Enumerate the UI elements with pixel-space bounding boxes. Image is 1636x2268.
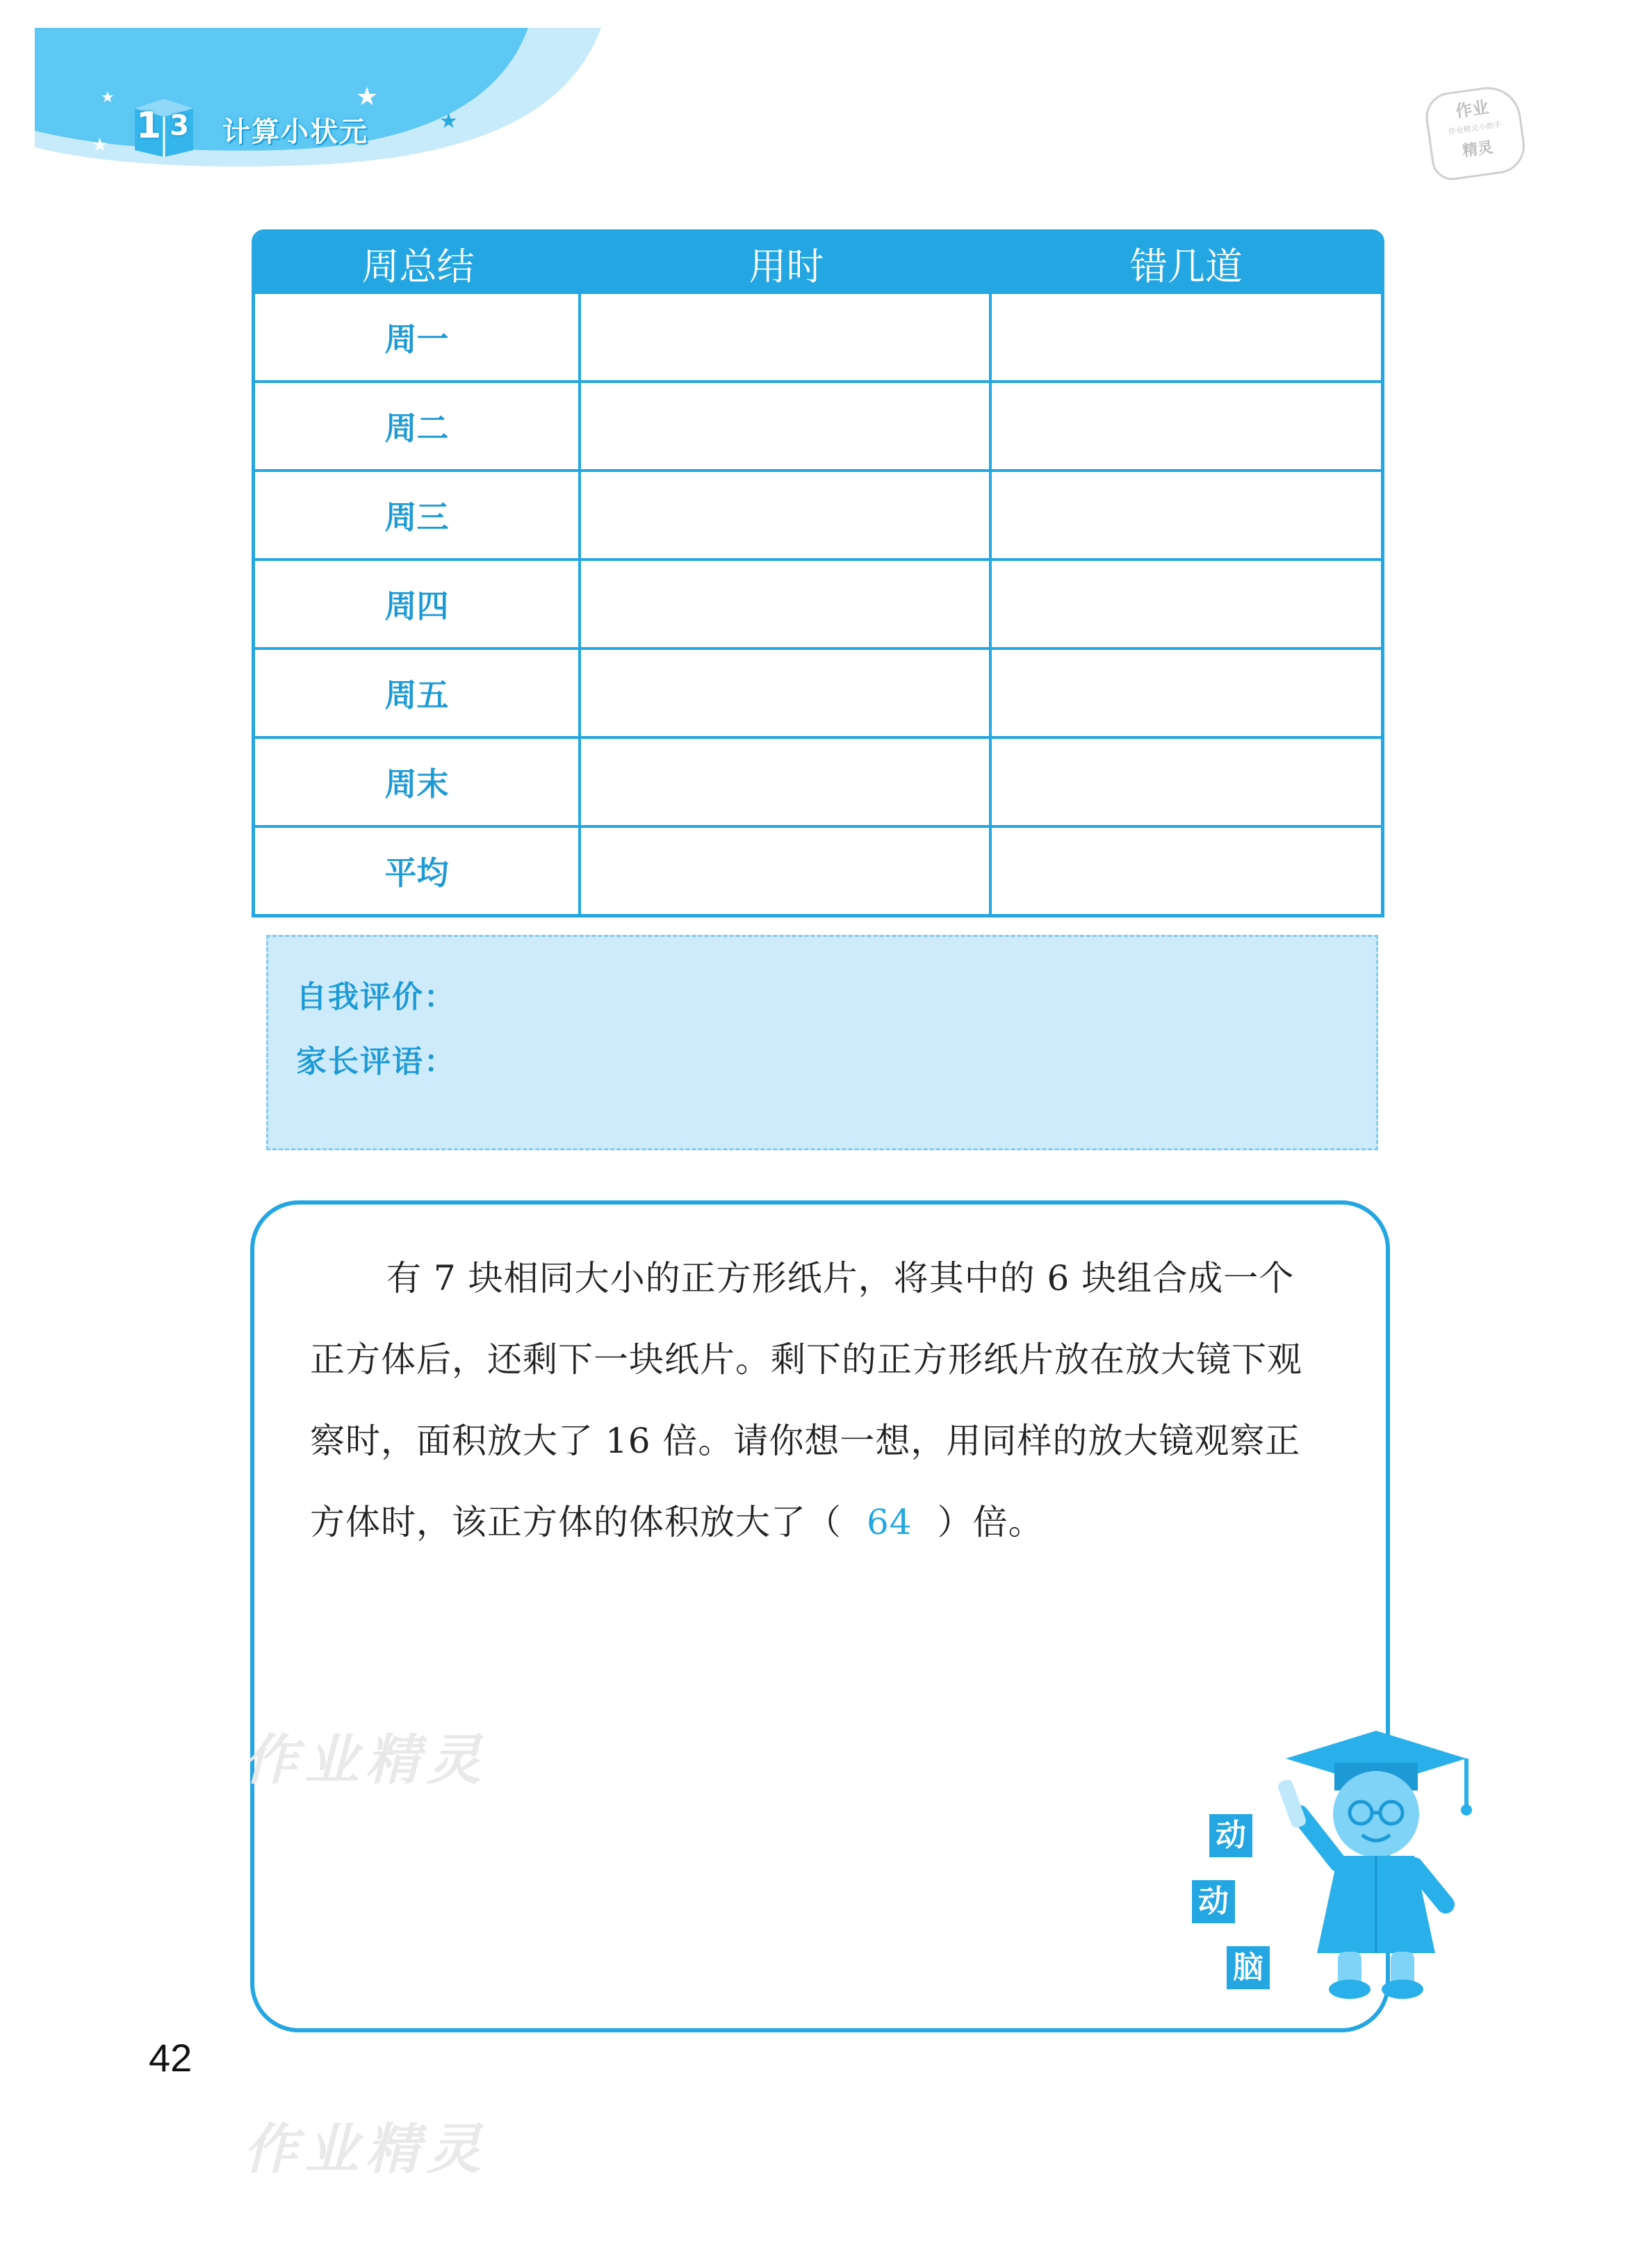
- time-cell[interactable]: [581, 472, 992, 558]
- table-row: [255, 380, 1381, 469]
- time-cell[interactable]: [581, 294, 992, 380]
- section-title: 计算小状元: [222, 116, 368, 148]
- badge-digit-1: 1: [136, 105, 162, 147]
- table-row: [255, 469, 1381, 558]
- star-icon: ★: [92, 135, 108, 156]
- stamp-line-1: 作业: [1454, 97, 1490, 122]
- table-header: [255, 233, 1381, 294]
- row-label: 周四: [255, 561, 581, 647]
- row-label: 周末: [255, 739, 581, 825]
- question-text-end: ）倍。: [937, 1502, 1044, 1542]
- logo-stamp: [1423, 83, 1528, 183]
- answer-value: 64: [867, 1502, 913, 1542]
- side-tag-2: 动: [1192, 1880, 1235, 1923]
- table-row: [255, 736, 1381, 825]
- errors-cell[interactable]: [992, 650, 1381, 736]
- number-cube-icon: [129, 96, 199, 158]
- errors-cell[interactable]: [992, 561, 1381, 647]
- table-body: [255, 294, 1381, 914]
- errors-cell[interactable]: [992, 294, 1381, 380]
- row-label: 周二: [255, 383, 581, 469]
- side-tag-3: 脑: [1227, 1946, 1270, 1989]
- stamp-line-2: 作业精灵小助手: [1448, 120, 1503, 137]
- time-cell[interactable]: [581, 828, 992, 914]
- watermark: 作业精灵: [243, 1729, 489, 1792]
- row-label: 平均: [255, 828, 581, 914]
- puzzle-question: [310, 1238, 1325, 1563]
- weekly-summary-table: [252, 229, 1384, 917]
- self-evaluation-label: 自我评价：: [296, 979, 456, 1015]
- row-label: 周一: [255, 294, 581, 380]
- table-row: [255, 558, 1381, 647]
- column-header-errors: 错几道: [1130, 244, 1243, 288]
- star-icon: ★: [356, 83, 379, 111]
- evaluation-box: [266, 935, 1378, 1150]
- side-tag-1: 动: [1209, 1814, 1252, 1857]
- time-cell[interactable]: [581, 650, 992, 736]
- star-icon: ★: [101, 89, 115, 106]
- page-number: 42: [149, 2036, 193, 2080]
- row-label: 周五: [255, 650, 581, 736]
- row-label: 周三: [255, 472, 581, 558]
- table-row: [255, 825, 1381, 914]
- header-banner: [0, 0, 625, 181]
- time-cell[interactable]: [581, 383, 992, 469]
- graduate-mascot-icon: [1272, 1731, 1473, 2002]
- watermark: 作业精灵: [243, 2118, 489, 2181]
- errors-cell[interactable]: [992, 472, 1381, 558]
- table-row: [255, 647, 1381, 736]
- errors-cell[interactable]: [992, 828, 1381, 914]
- errors-cell[interactable]: [992, 383, 1381, 469]
- star-icon: ★: [439, 109, 458, 133]
- errors-cell[interactable]: [992, 739, 1381, 825]
- question-text: 有 7 块相同大小的正方形纸片，将其中的 6 块组合成一个正方体后，还剩下一块纸片。剩下的正方形纸片放在放大镜下观察时，面积放大了 16 倍。请你想一想，用同样的放大镜观察正方体时，该正方体的体积放大了（: [310, 1258, 1302, 1542]
- column-header-time: 用时: [749, 244, 824, 288]
- parent-comment-label: 家长评语：: [296, 1044, 456, 1079]
- time-cell[interactable]: [581, 739, 992, 825]
- column-header-summary: 周总结: [361, 244, 475, 288]
- badge-digit-2: 3: [170, 110, 189, 142]
- table-row: [255, 294, 1381, 380]
- time-cell[interactable]: [581, 561, 992, 647]
- stamp-line-3: 精灵: [1461, 138, 1494, 161]
